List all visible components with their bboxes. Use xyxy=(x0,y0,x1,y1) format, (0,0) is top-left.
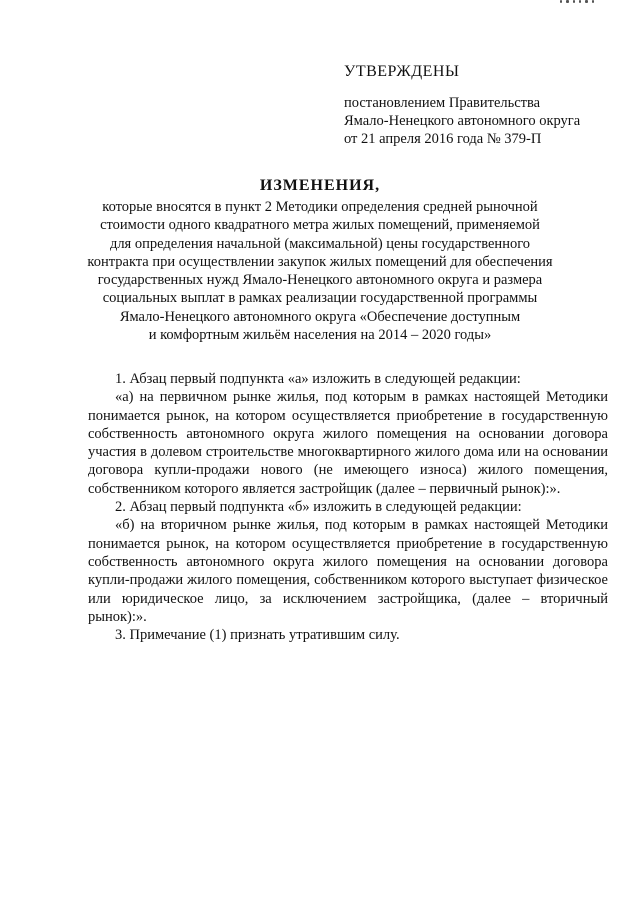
approval-line: Ямало-Ненецкого автономного округа xyxy=(344,113,581,129)
body-paragraph: «б) на вторичном рынке жилья, под которым в рамках настоящей Методики понимается рынок, на котором осуществляется приобретение в государственную собственность автономного округа жилого помещения на основании договора купли-продажи жилого помещения, собственником которого выступает физическое или юридическое лицо, за исключением застройщика, (далее – вторичный рынок):». xyxy=(88,517,608,625)
heading-line: государственных нужд Ямало-Ненецкого автономного округа и размера xyxy=(97,272,543,289)
heading-title: ИЗМЕНЕНИЯ, xyxy=(259,177,381,194)
approval-line: от 21 апреля 2016 года № 379-П xyxy=(344,131,542,147)
document-body xyxy=(88,370,608,644)
approval-block xyxy=(344,62,624,148)
body-paragraph: 2. Абзац первый подпункта «б» изложить в следующей редакции: xyxy=(115,499,522,516)
heading-line: стоимости одного квадратного метра жилых помещений, применяемой xyxy=(100,217,540,234)
document-heading xyxy=(60,176,580,344)
approval-line: постановлением Правительства xyxy=(344,95,541,111)
heading-line: контракта при осуществлении закупок жилых помещений для обеспечения xyxy=(87,253,553,270)
approval-title: УТВЕРЖДЕНЫ xyxy=(344,63,460,80)
body-paragraph: 1. Абзац первый подпункта «а» изложить в следующей редакции: xyxy=(115,371,521,387)
heading-line: социальных выплат в рамках реализации государственной программы xyxy=(102,290,538,307)
heading-line: которые вносятся в пункт 2 Методики определения средней рыночной xyxy=(102,199,538,215)
heading-line: для определения начальной (максимальной) цены государственного xyxy=(109,235,531,252)
body-paragraph: 3. Примечание (1) признать утратившим силу. xyxy=(115,627,400,644)
body-paragraph: «а) на первичном рынке жилья, под которым в рамках настоящей Методики понимается рынок, на котором осуществляется приобретение в государственную собственность автономного округа жилого помещения на основании договора участия в долевом строительстве многоквартирного жилого дома или на основании договора купли-продажи нового (не имеющего износа) жилого помещения, собственником которого является застройщик (далее – первичный рынок):». xyxy=(88,389,608,497)
scan-edge-mark xyxy=(560,0,594,4)
heading-line: Ямало-Ненецкого автономного округа «Обеспечение доступным xyxy=(119,308,521,325)
heading-line: и комфортным жильём населения на 2014 – 2020 годы» xyxy=(148,327,492,344)
